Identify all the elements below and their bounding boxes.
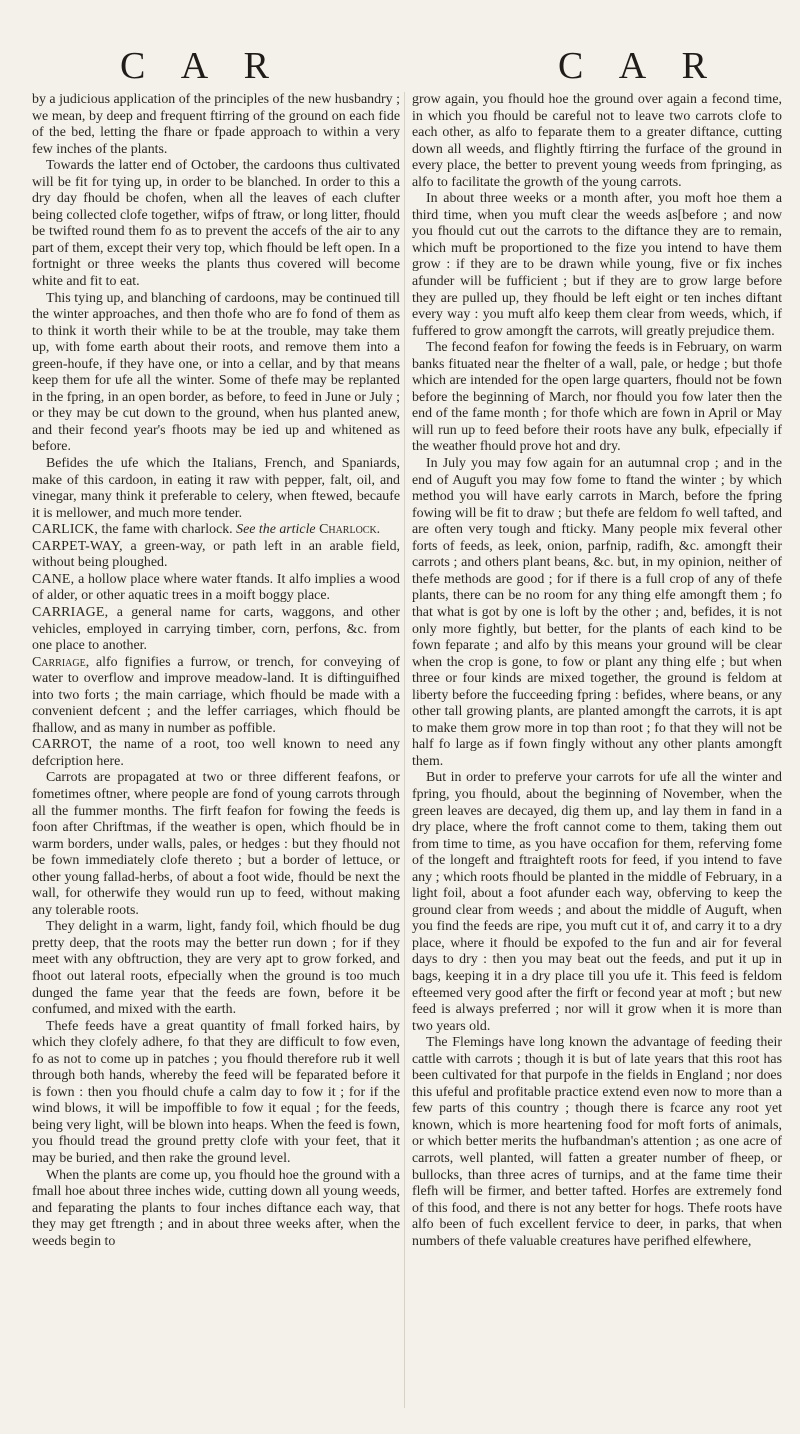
paragraph — [32, 158, 400, 290]
paragraph — [32, 291, 400, 456]
paragraph-text: They delight in a warm, light, fandy foil, which fhould be dug pretty deep, that the roots may the better run down ; for if they meet with any obftruction, they are very apt to grow forked, and fhoot out lateral roots, efpecially when the ground is too much dunged the fame year that the feeds are fown, before it be confumed, and mixed with the earth. — [32, 919, 400, 1018]
paragraph — [412, 456, 782, 770]
cross-reference-target: Charlock. — [319, 522, 381, 538]
paragraph-text: alfo fignifies a furrow, or trench, for conveying of water to overflow and improve meadow-land. It is diftinguifhed into two forts ; the main carriage, which fhould be made with a convenient defcent ; and the leffer carriages, which fhould be fhallow, and as many in number as poffible. — [32, 654, 400, 736]
left-column — [32, 92, 400, 1250]
paragraph — [32, 655, 400, 738]
paragraph-text: In about three weeks or a month after, you moft hoe them a third time, when you muft clear the weeds as[before ; and now you fhould cut out the carrots to the diftance they are to remain, which muft be proportioned to the fize you intend to have them grow : if they are to be drawn while young, five or fix inches afunder will be fufficient ; but if they are to grow large before they are pulled up, they fhould be left eight or ten inches diftant every way : you muft alfo keep them clear from weeds, which, if fuffered to grow amongft the carrots, will greatly prejudice them. — [412, 191, 782, 339]
paragraph — [32, 92, 400, 158]
paragraph — [32, 1019, 400, 1168]
running-header — [0, 44, 800, 87]
paragraph — [412, 92, 782, 191]
paragraph — [32, 456, 400, 522]
paragraph — [32, 919, 400, 1018]
paragraph — [32, 737, 400, 770]
paragraph-text: This tying up, and blanching of cardoons, may be continued till the winter approaches, and then thofe who are fo fond of them as to think it worth their while to be at the trouble, may take them up, with fome earth about their roots, and remove them into a green-houfe, if they have one, or into a cellar, and by that means keep them for ufe all the winter. Some of thefe may be replanted in the fpring, in an open border, as before, to feed in June or July ; or they may be cut down to the ground, when hus planted anew, and their fecond year's fhoots may be ied up and whitened as before. — [32, 290, 400, 455]
paragraph — [412, 191, 782, 340]
paragraph-text: In July you may fow again for an autumnal crop ; and in the end of Auguft you may fow fome to ftand the winter ; by which method you will have early carrots in March, before the fpring fowing will be fit to draw ; but thefe are feldom fo well tafted, and are often very tough and fticky. Many people mix feveral other forts of feeds, as leek, onion, parfnip, radifh, &c. amongft their carrots ; and others plant beans, &c. but, in my opinion, neither of thefe methods are good ; for if there is a full crop of any of thefe plants, there can be no room for any thing elfe amongft them ; fo that what is got by one is loft by the other ; and, befides, it is not only more fightly, but better, for the plants of each kind to be fown feparate ; and alfo by this means your ground will be clear when the crop is gone, to fow or plant any thing elfe ; but when three or four kinds are mixed together, the ground is feldom at liberty before the fucceeding fpring : befides, where beans, or any other tall growing plants, are planted amongft the carrots, it is apt to make them grow more in top than root ; fo that they will not be half fo large as if fown fingly without any other plants amongft them. — [412, 456, 782, 769]
paragraph-text: the name of a root, too well known to need any defcription here. — [32, 737, 400, 769]
paragraph-text: But in order to preferve your carrots for ufe all the winter and fpring, you fhould, about the beginning of November, when the green leaves are decayed, dig them up, and lay them in fand in a dry place, where the froft cannot come to them, taking them out from time to time, as you have occafion for them, referving fome of the longeft and ftraighteft roots for feed, if you intend to fave any ; which roots fhould be planted in the middle of February, in a light foil, about a foot afunder each way, obferving to keep the ground clear from weeds ; and about the middle of Auguft, when you find the feeds are ripe, you muft cut it of, and carry it to a dry place, where it fhould be expofed to the fun and air for feveral days to dry : then you may beat out the feeds, and put it up in bags, keeping it in a dry place till you ufe it. This feed is feldom efteemed very good after the firft or fecond year at moft ; but new feed is always preferred ; nor will it grow when it is more than two years old. — [412, 770, 782, 1034]
paragraph-text: Towards the latter end of October, the cardoons thus cultivated will be fit for tying up, in order to be blanched. In order to this a dry day fhould be chofen, when all the leaves of each clufter being collected clofe together, wifps of ftraw, or long litter, fhould be twifted round them fo as to prevent the accefs of the air to any part of them, except their very top, which fhould be left open. In a fortnight or three weeks the plants thus covered will become white and fit to eat. — [32, 158, 400, 290]
paragraph — [32, 605, 400, 655]
paragraph-text: When the plants are come up, you fhould hoe the ground with a fmall hoe about three inches wide, cutting down all young weeds, and feparating the plants to four inches diftance each way, that they may get ftrength ; and in about three weeks after, when the weeds begin to — [32, 1167, 400, 1249]
header-right-word: C A R — [558, 45, 721, 87]
entry-headword: CARLICK, — [32, 522, 99, 538]
paragraph — [32, 539, 400, 572]
paragraph-text: by a judicious application of the principles of the new husbandry ; we mean, by deep and frequent ftirring of the ground on each fide of the bed, letting the fhare or fpade approach to within a very few inches of the plants. — [32, 92, 400, 157]
paragraph-text: Befides the ufe which the Italians, French, and Spaniards, make of this cardoon, in eating it raw with pepper, falt, oil, and vinegar, many think it preferable to celery, when ftewed, becaufe it is mellower, and much more tender. — [32, 456, 400, 521]
header-left-word: C A R — [120, 45, 283, 87]
entry-headword: Carriage, — [32, 654, 90, 670]
paragraph — [412, 340, 782, 456]
paragraph-text: The Flemings have long known the advantage of feeding their cattle with carrots ; though it is but of late years that this root has been cultivated for that purpofe in the fields in England ; nor does this ufeful and profitable practice extend even now to more than a few parts of this country ; though there is fcarce any root yet known, which is more heartening food for moft forts of animals, or which better merits the hufbandman's attention ; as one acre of carrots, well planted, will fatten a greater number of fheep, or bullocks, than three acres of turnips, and at the fame time their flefh will be firmer, and better tafted. Horfes are extremely fond of this food, and there is not any better for hogs. Thefe roots have alfo been of fuch excellent fervice to deer, in parks, that when numbers of thefe valuable creatures have perifhed elfewhere, — [412, 1035, 782, 1249]
paragraph-text: grow again, you fhould hoe the ground over again a fecond time, in which you fhould be careful not to leave two carrots clofe to each other, as alfo to feparate them to a greater diftance, cutting down all weeds, and flightly ftirring the furface of the ground in every place, the better to prevent young weeds from fpringing, as alfo to facilitate the growth of the young carrots. — [412, 92, 782, 190]
entry-headword: CARPET-WAY, — [32, 538, 123, 554]
paragraph — [32, 572, 400, 605]
paragraph — [412, 1035, 782, 1250]
paragraph — [412, 770, 782, 1035]
paragraph — [32, 522, 400, 539]
paragraph-text: a hollow place where water ftands. It alfo implies a wood of alder, or other aquatic trees in a moift boggy place. — [32, 571, 400, 604]
entry-headword: CARROT, — [32, 737, 93, 753]
cross-reference: See the article — [236, 522, 316, 538]
paragraph-text: Thefe feeds have a great quantity of fmall forked hairs, by which they clofely adhere, fo that they are difficult to fow even, fo as not to come up in patches ; you fhould therefore rub it well through both hands, whereby the feed will be feparated before it is fown : then you fhould chufe a calm day to fow it ; for if the wind blows, it will be impoffible to fow it equal ; for the feeds, being very light, will be blown into heaps. When the feed is fown, you fhould tread the ground pretty clofe with your feet, that it may be buried, and then rake the ground level. — [32, 1018, 400, 1166]
entry-headword: CARRIAGE, — [32, 604, 109, 620]
paragraph-text: Carrots are propagated at two or three different feafons, or fometimes oftner, where people are fond of young carrots through all the fummer months. The firft feafon for fowing the feeds is foon after Chriftmas, if the weather is open, which fhould be in warm borders, under walls, pales, or hedges : but they fhould not be fown immediately clofe thereto ; but a border of lettuce, or other young fallad-herbs, of about a foot wide, fhould be next the wall, for otherwife they would run up to feed, without making any tolerable roots. — [32, 770, 400, 918]
paragraph-text: a green-way, or path left in an arable field, without being ploughed. — [32, 538, 400, 571]
paragraph-text: The fecond feafon for fowing the feeds is in February, on warm banks fituated near the fhelter of a wall, pale, or hedge ; but thofe which are intended for the open large quarters, fhould not be fown before the beginning of March, nor fhould you fow later then the end of the fame month ; for thofe which are fown in April or May will run up to feed before their roots have any bulk, efpecially if the weather fhould prove hot and dry. — [412, 340, 782, 455]
column-divider — [404, 92, 405, 1408]
paragraph-text: a general name for carts, waggons, and other vehicles, employed in carrying timber, corn, perfons, &c. from one place to another. — [32, 604, 400, 654]
entry-headword: CANE, — [32, 571, 75, 587]
paragraph — [32, 770, 400, 919]
paragraph-text: the fame with charlock. — [98, 522, 237, 538]
paragraph — [32, 1168, 400, 1251]
right-column — [412, 92, 782, 1250]
